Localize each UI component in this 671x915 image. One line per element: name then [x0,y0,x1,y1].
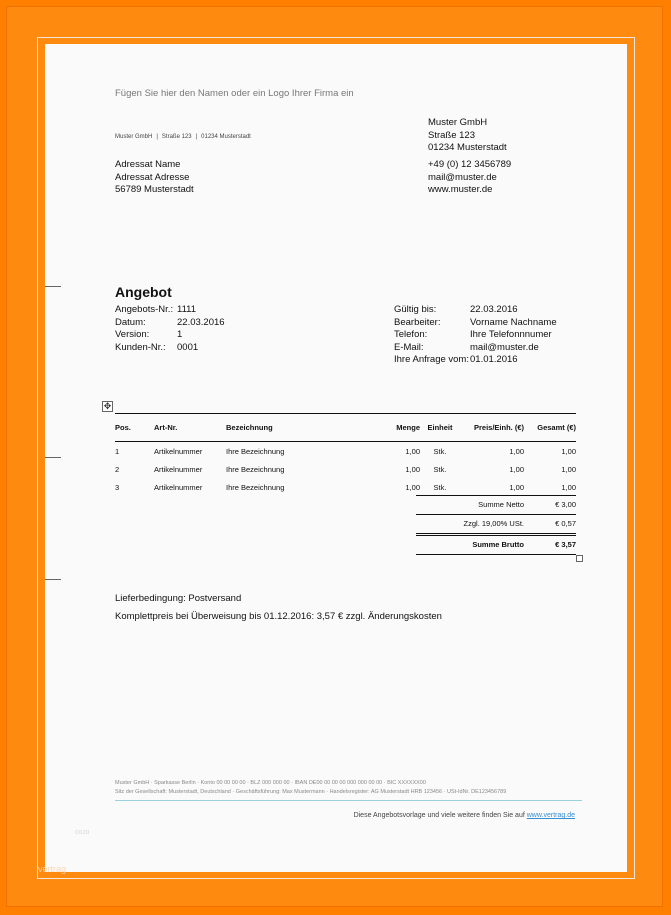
sender-street: Straße 123 [161,134,192,140]
items-table [115,413,576,496]
payment-terms: Komplettpreis bei Überweisung bis 01.12.2016: 3,57 € zzgl. Änderungskosten [115,611,442,622]
company-contact [428,159,511,197]
col-pos: Pos. [115,414,154,442]
meta-row: Gültig bis: 22.03.2016 [394,304,518,315]
delivery-terms: Lieferbedingung: Postversand [115,593,242,604]
sum-bottom-rule [416,554,576,555]
company-city: 01234 Musterstadt [428,142,507,153]
company-phone: +49 (0) 12 3456789 [428,159,512,170]
sum-tax-label: Zzgl. 19,00% USt. [463,519,524,528]
sender-city: 01234 Musterstadt [201,134,251,140]
meta-row: Ihre Anfrage vom: 01.01.2016 [394,354,518,365]
meta-row: Kunden-Nr.: 0001 [115,341,199,353]
promo-link[interactable]: www.vertrag.de [526,812,575,819]
meta-row: Telefon: Ihre Telefonnnumer [394,329,552,340]
promo-text: Diese Angebotsvorlage und viele weitere finden Sie auf [353,812,525,819]
table-move-handle-icon[interactable]: ✥ [103,401,112,411]
col-preis: Preis/Einh. (€) [460,414,524,442]
document-title: Angebot [115,284,172,300]
sum-gross-label: Summe Brutto [472,540,524,549]
sum-net-value: € 3,00 [555,500,576,509]
watermark-brand: vertrag [38,864,67,874]
recipient-address-line: Adressat Adresse [115,171,190,183]
company-street: Straße 123 [428,129,475,141]
sum-tax-value: € 0,57 [555,519,576,528]
sum-gross-row [416,533,576,554]
recipient-address [115,159,194,197]
footer-bank [115,779,506,797]
col-gesamt: Gesamt (€) [524,414,576,442]
sum-net-label: Summe Netto [478,500,524,509]
table-row: 1 Artikelnummer Ihre Bezeichnung 1,00 Stk. 1,00 1,00 [115,447,576,456]
footer-bank-line1: Muster GmbH · Sparkasse Berlin · Konto 00 00 00 00 · BLZ 000 000 00 · IBAN DE00 00 00 00 000 000 00 00 · BIC XXXXXX00 [115,780,426,786]
sender-name: Muster GmbH [115,134,153,140]
recipient-name: Adressat Name [115,159,181,170]
table-resize-handle-icon[interactable] [576,555,583,562]
table-header-row [115,414,576,442]
company-address [428,117,507,155]
table-row: 3 Artikelnummer Ihre Bezeichnung 1,00 Stk. 1,00 1,00 [115,483,576,492]
recipient-city: 56789 Musterstadt [115,184,194,195]
sum-gross-value: € 3,57 [555,540,576,549]
meta-row: Datum: 22.03.2016 [115,316,225,328]
meta-right [394,304,557,367]
company-web: www.muster.de [428,184,493,195]
sum-net-row [416,495,576,514]
terms-block [115,590,442,626]
fold-mark [45,457,61,458]
meta-row: E-Mail: mail@muster.de [394,341,539,353]
fold-mark [45,286,61,287]
footer-divider [115,800,582,801]
fold-mark [45,579,61,580]
footer-promo [354,812,575,819]
watermark-small: ᴄᴏᴊᴏ [75,829,90,836]
footer-bank-line2: Sitz der Gesellschaft: Musterstadt, Deutschland · Geschäftsführung: Max Mustermann · Handelsregister: AG Musterstadt HRB 123456 · USt-IdNr. DE123456789 [115,789,507,795]
col-bezeichnung: Bezeichnung [226,414,376,442]
meta-row: Bearbeiter: Vorname Nachname [394,316,557,328]
logo-placeholder[interactable]: Fügen Sie hier den Namen oder ein Logo Ihrer Firma ein [115,88,354,99]
company-email: mail@muster.de [428,171,497,183]
col-menge: Menge [376,414,420,442]
meta-left [115,304,225,354]
sum-tax-row [416,514,576,533]
company-name: Muster GmbH [428,117,488,128]
meta-row: Version: 1 [115,329,183,340]
totals-block [416,495,576,555]
col-einheit: Einheit [420,414,460,442]
meta-row: Angebots-Nr.: 1111 [115,304,197,315]
table-row: 2 Artikelnummer Ihre Bezeichnung 1,00 Stk. 1,00 1,00 [115,465,576,474]
col-art-nr: Art-Nr. [154,414,226,442]
sender-line: Muster GmbH | Straße 123 | 01234 Musterstadt [115,134,251,140]
document-page [45,44,627,872]
